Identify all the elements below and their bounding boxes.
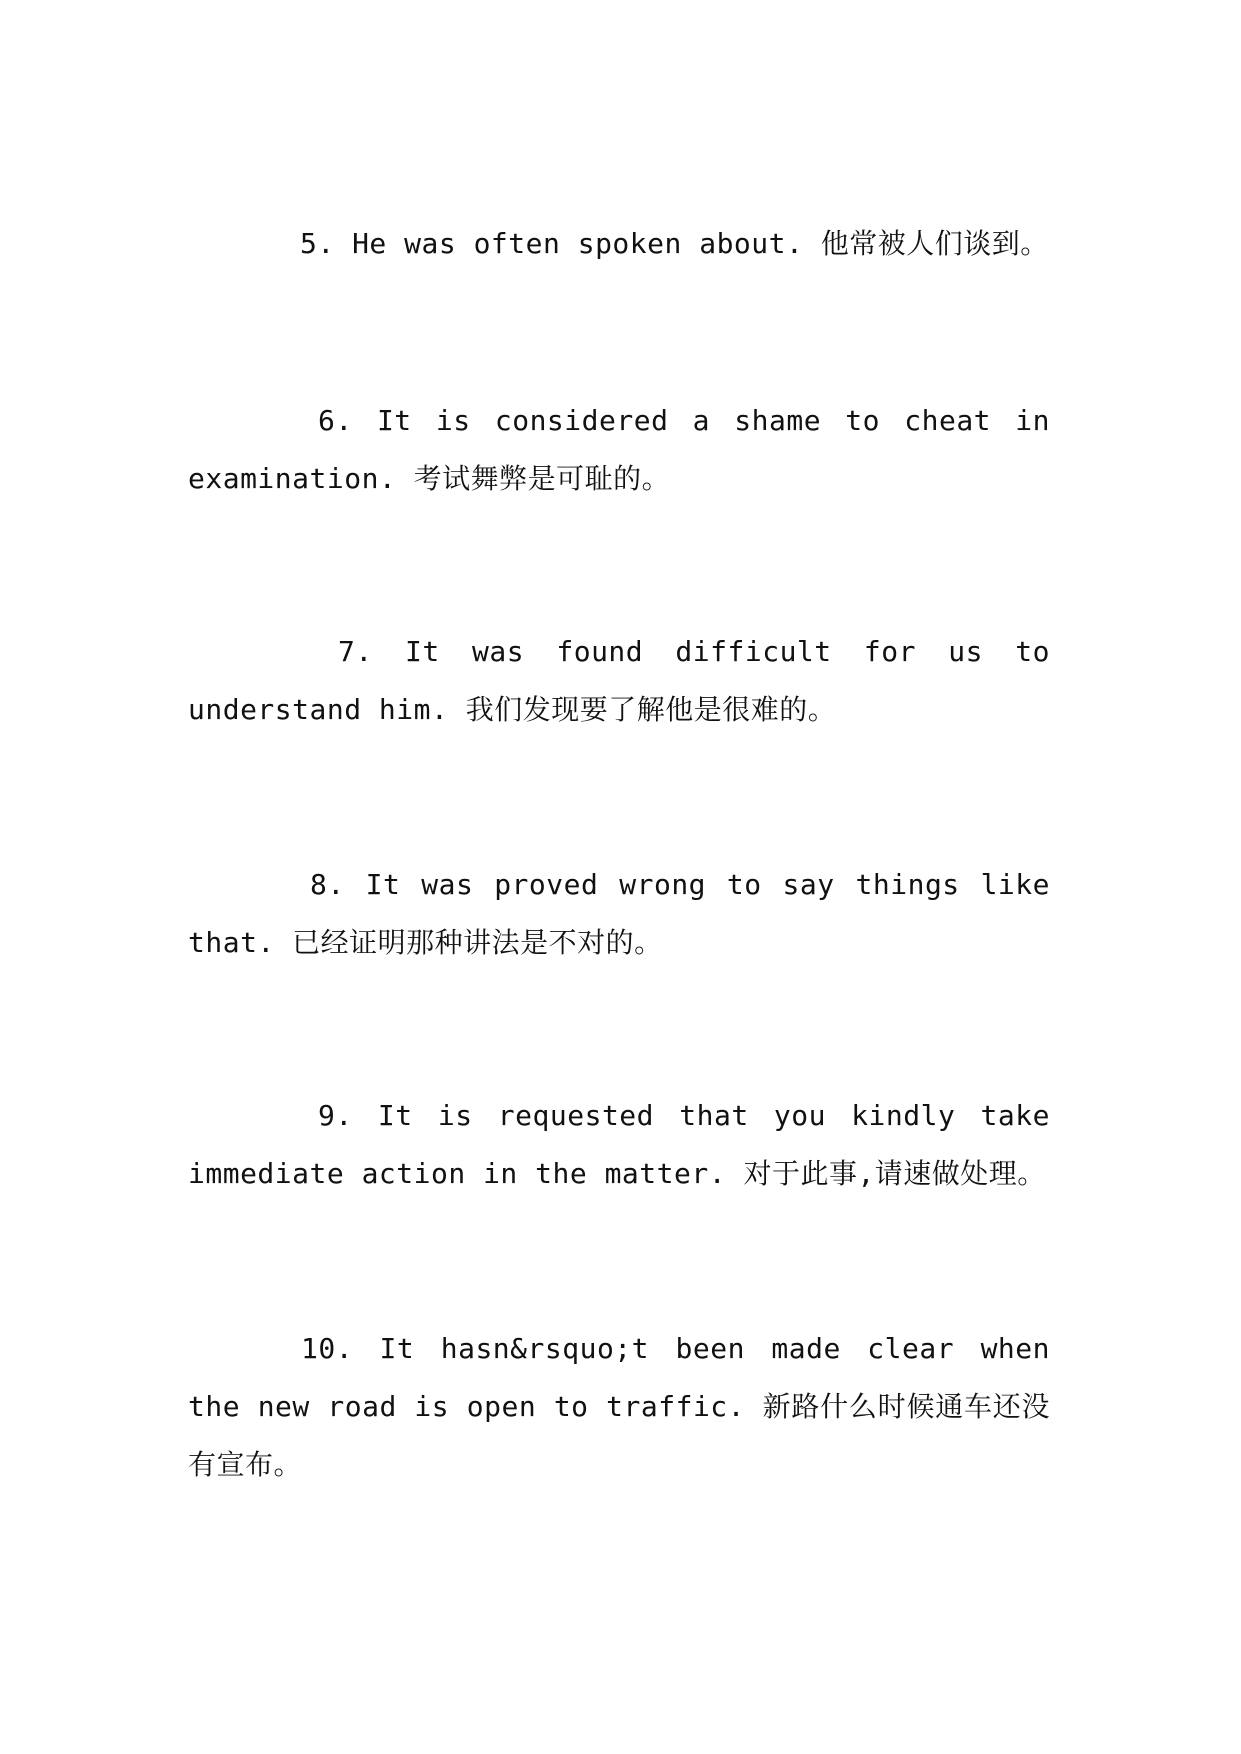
sentence-5: 5. He was often spoken about. 他常被人们谈到。 (300, 227, 1049, 260)
sentence-8: 8. It was proved wrong to say things like that. 已经证明那种讲法是不对的。 (188, 868, 1050, 959)
sentence-6: 6. It is considered a shame to cheat in examination. 考试舞弊是可耻的。 (188, 404, 1050, 495)
sentence-7: 7. It was found difficult for us to understand him. 我们发现要了解他是很难的。 (188, 635, 1050, 726)
sentence-9: 9. It is requested that you kindly take immediate action in the matter. 对于此事,请速做处理。 (188, 1099, 1050, 1190)
sentence-10: 10. It hasn&rsquo;t been made clear when the new road is open to traffic. 新路什么时候通车还没有宣布。 (188, 1332, 1050, 1481)
